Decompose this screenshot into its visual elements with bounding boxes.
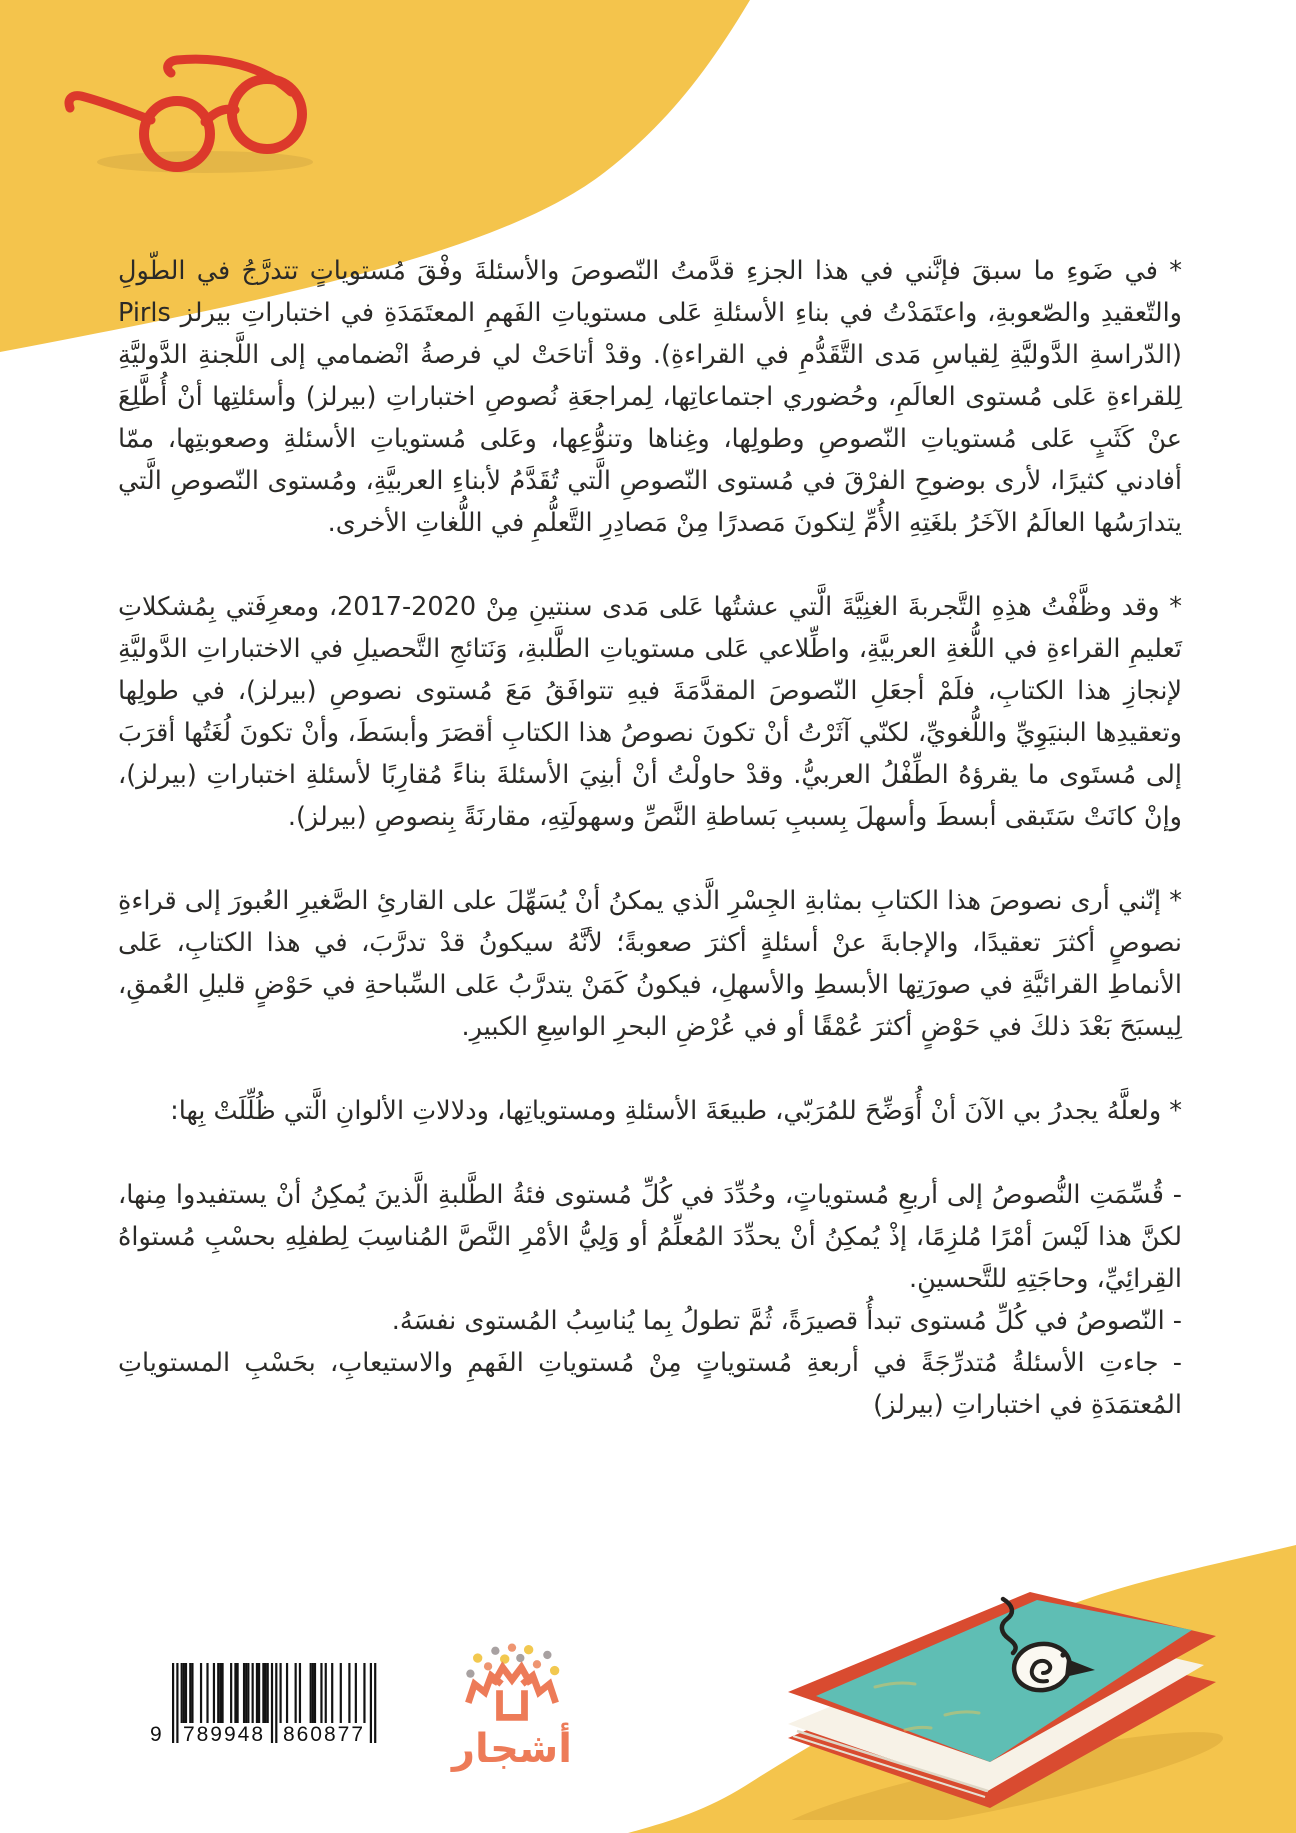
publisher-logo	[450, 1642, 574, 1770]
publisher-name: أشجار	[452, 1726, 572, 1772]
isbn-group-1: 789948	[182, 1723, 266, 1746]
bullet-list	[118, 1174, 1182, 1426]
bullet-item-2: - النّصوصُ في كُلِّ مُستوى تبدأُ قصيرَةً، ثُمَّ تطولُ بِما يُناسِبُ المُستوى نفسَهُ.	[391, 1306, 1182, 1336]
paragraph-3: * إنّني أرى نصوصَ هذا الكتابِ بمثابةِ الجِسْرِ الَّذي يمكنُ أنْ يُسَهِّلَ على القارئِ الصَّغيرِ العُبورَ إلى قراءةِ نصوصٍ أكثرَ تعقيدًا، والإجابةَ عنْ أسئلةٍ أكثرَ صعوبةً؛ لأنَّهُ سيكونُ قدْ تدرَّبَ، في هذا الكتابِ، عَلى الأنماطِ القرائيَّةِ في صورَتِها الأبسطِ والأسهلِ، فيكونُ كَمَنْ يتدرَّبُ عَلى السِّباحةِ في حَوْضٍ قليلِ العُمقِ، لِيسبَحَ بَعْدَ ذلكَ في حَوْضٍ أكثرَ عُمْقًا أو في عُرْضِ البحرِ الواسِعِ الكبيرِ.	[118, 886, 1182, 1042]
logo-dots	[466, 1643, 559, 1677]
back-cover-text	[118, 250, 1182, 1426]
book-illustration	[755, 1555, 1245, 1820]
trees-logo-icon	[460, 1642, 564, 1724]
paragraph-4: * ولعلَّهُ يجدرُ بي الآنَ أنْ أُوَضِّحَ للمُرَبّي، طبيعَةَ الأسئلةِ ومستوياتِها، ودلالاتِ الألوانِ الَّتي ظُلِّلَتْ بِها:	[170, 1096, 1182, 1126]
isbn-prefix: 9	[150, 1723, 164, 1746]
paragraph-2: * وقد وظَّفْتُ هذِهِ التَّجربةَ الغنِيَّةَ الَّتي عشتُها عَلى مَدى سنتينِ مِنْ 2020-2017، ومعرِفَتي بِمُشكلاتِ تَعليمِ القراءةِ في اللُّغةِ العربيَّةِ، واطِّلاعي عَلى مستوياتِ الطَّلبةِ، وَنَتائجِ التَّحصيلِ في الاختباراتِ الدَّوليَّةِ لإنجازِ هذا الكتابِ، فلَمْ أجعَلِ النّصوصَ المقدَّمَةَ فيهِ تتوافَقُ مَعَ مُستوى نصوصِ (بيرلز)، في طولِها وتعقيدِها البنيَوِيِّ واللُّغويِّ، لكنّي آثَرْتُ أنْ تكونَ نصوصُ هذا الكتابِ أقصَرَ وأبسَطَ، وأنْ تكونَ لُغَتُها أقرَبَ إلى مُستَوى ما يقرؤهُ الطِّفْلُ العربيُّ. وقدْ حاولْتُ أنْ أبنِيَ الأسئلةَ بناءً مُقارِبًا لأسئلةِ اختباراتِ (بيرلز)، وإنْ كانَتْ سَتَبقى أبسطَ وأسهلَ بِسببِ بَساطةِ النَّصِّ وسهولَتِهِ، مقارنَةً بِنصوصِ (بيرلز).	[118, 592, 1182, 832]
bullet-item-3: - جاءتِ الأسئلةُ مُتدرِّجَةً في أربعةِ مُستوياتٍ مِنْ مُستوياتِ الفَهمِ والاستيعابِ، بحَسْبِ المستوياتِ المُعتمَدَةِ في اختباراتِ (بيرلز)	[118, 1348, 1182, 1420]
bullet-item-1: - قُسِّمَتِ النُّصوصُ إلى أربعِ مُستوياتٍ، وحُدِّدَ في كُلِّ مُستوى فئةُ الطَّلبةِ الَّذينَ يُمكِنُ أنْ يستفيدوا مِنها، لكنَّ هذا لَيْسَ أمْرًا مُلزِمًا، إذْ يُمكِنُ أنْ يحدِّدَ المُعلِّمُ أو وَلِيُّ الأمْرِ النَّصَّ المُناسِبَ لِطفلِهِ بحسْبِ مُستواهُ القِرائِيِّ، وحاجَتِهِ للتَّحسينِ.	[118, 1180, 1182, 1294]
paragraph-1: * في ضَوءِ ما سبقَ فإنَّني في هذا الجزءِ قدَّمتُ النّصوصَ والأسئلةَ وفْقَ مُستوياتٍ تتدرَّجُ في الطّولِ والتّعقيدِ والصّعوبةِ، واعتَمَدْتُ في بناءِ الأسئلةِ عَلى مستوياتِ الفَهمِ المعتَمَدَةِ في اختباراتِ بيرلز Pirls (الدّراسةِ الدَّوليَّةِ لِقياسِ مَدى التَّقَدُّمِ في القراءةِ). وقدْ أتاحَتْ لي فرصةُ انْضمامي إلى اللَّجنةِ الدَّوليَّةِ لِلقراءةِ عَلى مُستوى العالَمِ، وحُضوري اجتماعاتِها، لِمراجعَةِ نُصوصِ اختباراتِ (بيرلز) وأسئلتِها أنْ أُطَّلِعَ عنْ كَثَبٍ عَلى مُستوياتِ النّصوصِ وطولِها، وغِناها وتنوُّعِها، وعَلى مُستوياتِ الأسئلةِ وصعوبتِها، ممّا أفادني كثيرًا، لأرى بوضوحِ الفرْقَ في مُستوى النّصوصِ الَّتي تُقَدَّمُ لأبناءِ العربيَّةِ، ومُستوى النّصوصِ الَّتي يتدارَسُها العالَمُ الآخَرُ بلغَتِهِ الأُمِّ لِتكونَ مَصدرًا مِنْ مَصادِرِ التَّعلُّمِ في اللُّغاتِ الأخرى.	[118, 256, 1182, 538]
glasses-icon	[55, 22, 335, 182]
isbn-barcode	[148, 1661, 408, 1753]
isbn-group-2: 860877	[282, 1723, 366, 1746]
isbn-digits	[148, 1723, 408, 1749]
